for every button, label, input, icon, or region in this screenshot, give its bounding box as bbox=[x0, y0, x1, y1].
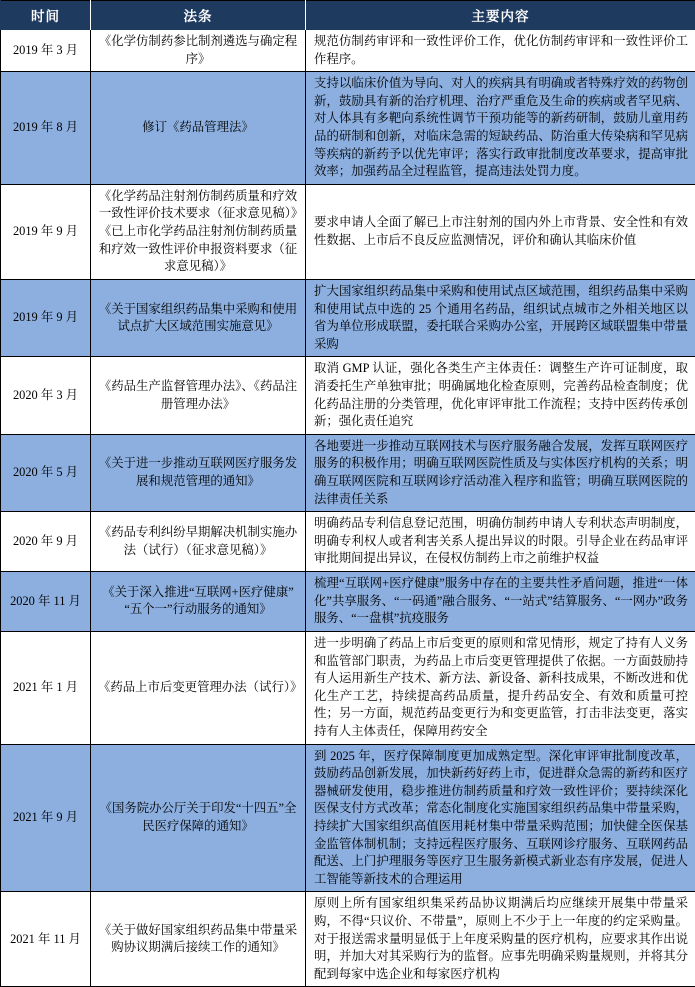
cell-time: 2019 年 9 月 bbox=[1, 184, 91, 279]
column-header-law: 法条 bbox=[91, 1, 306, 31]
table-row bbox=[1, 357, 695, 434]
cell-law: 《化学仿制药参比制剂遴选与确定程序》 bbox=[91, 30, 306, 72]
cell-time: 2019 年 8 月 bbox=[1, 72, 91, 185]
cell-detail: 要求申请人全面了解已上市注射剂的国内外上市背景、安全性和有效性数据、上市后不良反应监测情况，评价和确认其临床价值 bbox=[306, 184, 695, 279]
column-header-detail: 主要内容 bbox=[306, 1, 695, 31]
cell-detail: 取消 GMP 认证，强化各类生产主体责任：调整生产许可证制度，取消委托生产单独审批；明确属地化检查原则，完善药品检查制度；优化药品注册的分类管理，优化审评审批工作流程；支持中医药传承创新；强化责任追究 bbox=[306, 357, 695, 434]
table-row bbox=[1, 512, 695, 572]
table-row bbox=[1, 744, 695, 892]
cell-detail: 到 2025 年，医疗保障制度更加成熟定型。深化审评审批制度改革，鼓励药品创新发展，加快新药好药上市，促进群众急需的新药和医疗器械研发使用，稳步推进仿制药质量和疗效一致性评价；要持续深化医保支付方式改革；常态化制度化实施国家组织药品集中带量采购，持续扩大国家组织高值医用耗材集中带量采购范围；加快健全医保基金监管体制机制；支持远程医疗服务、互联网诊疗服务、互联网药品配送、上门护理服务等医疗卫生服务新模式新业态有序发展，促进人工智能等新技术的合理运用 bbox=[306, 744, 695, 892]
table-row bbox=[1, 892, 695, 987]
table-row bbox=[1, 572, 695, 632]
cell-law: 《药品生产监督管理办法》、《药品注册管理办法》 bbox=[91, 357, 306, 434]
cell-time: 2020 年 5 月 bbox=[1, 434, 91, 511]
cell-law: 《药品上市后变更管理办法（试行）》 bbox=[91, 631, 306, 744]
cell-detail: 支持以临床价值为导向、对人的疾病具有明确或者特殊疗效的药物创新，鼓励具有新的治疗机理、治疗严重危及生命的疾病或者罕见病、对人体具有多靶向系统性调节干预功能等的新药研制，鼓励儿童用药品的研制和创新，对临床急需的短缺药品、防治重大传染病和罕见病等疾病的新药予以优先审评；落实行政审批制度改革要求，提高审批效率；加强药品全过程监管，提高违法处罚力度。 bbox=[306, 72, 695, 185]
table-body bbox=[1, 30, 695, 987]
table-row bbox=[1, 279, 695, 356]
cell-law: 《国务院办公厅关于印发“十四五”全民医疗保障的通知》 bbox=[91, 744, 306, 892]
table-header-row bbox=[1, 1, 695, 31]
column-header-time: 时间 bbox=[1, 1, 91, 31]
cell-detail: 原则上所有国家组织集采药品协议期满后均应继续开展集中带量采购，不得“只议价、不带量”，原则上不少于上一年度的约定采购量。对于报送需求量明显低于上年度采购量的医疗机构，应要求其作出说明，并加大对其采购行为的监督。应事先明确采购量规则，并将其分配到每家中选企业和每家医疗机构 bbox=[306, 892, 695, 987]
table-row bbox=[1, 184, 695, 279]
cell-detail: 扩大国家组织药品集中采购和使用试点区域范围，组织药品集中采购和使用试点中选的 25 个通用名药品，组织试点城市之外相关地区以省为单位形成联盟，委托联合采购办公室，开展跨区域联盟集中带量采购 bbox=[306, 279, 695, 356]
table-row bbox=[1, 631, 695, 744]
cell-detail: 规范仿制药审评和一致性评价工作，优化仿制药审评和一致性评价工作程序。 bbox=[306, 30, 695, 72]
table-row bbox=[1, 30, 695, 72]
cell-time: 2020 年 3 月 bbox=[1, 357, 91, 434]
cell-detail: 梳理“互联网+医疗健康”服务中存在的主要共性矛盾问题，推进“一体化”共享服务、“一码通”融合服务、“一站式”结算服务、“一网办”政务服务、“一盘棋”抗疫服务 bbox=[306, 572, 695, 632]
cell-detail: 明确药品专利信息登记范围，明确仿制药申请人专利状态声明制度，明确专利权人或者利害关系人提出异议的时限。引导企业在药品审评审批期间提出异议，在侵权仿制药上市之前维护权益 bbox=[306, 512, 695, 572]
cell-detail: 各地要进一步推动互联网技术与医疗服务融合发展，发挥互联网医疗服务的积极作用；明确互联网医院性质及与实体医疗机构的关系；明确互联网医院和互联网诊疗活动准入程序和监管；明确互联网医院的法律责任关系 bbox=[306, 434, 695, 511]
cell-time: 2020 年 9 月 bbox=[1, 512, 91, 572]
cell-time: 2020 年 11 月 bbox=[1, 572, 91, 632]
cell-time: 2021 年 9 月 bbox=[1, 744, 91, 892]
cell-time: 2021 年 1 月 bbox=[1, 631, 91, 744]
table-row bbox=[1, 434, 695, 511]
cell-time: 2019 年 9 月 bbox=[1, 279, 91, 356]
cell-law: 《关于进一步推动互联网医疗服务发展和规范管理的通知》 bbox=[91, 434, 306, 511]
cell-detail: 进一步明确了药品上市后变更的原则和常见情形，规定了持有人义务和监管部门职责，为药品上市后变更管理提供了依据。一方面鼓励持有人运用新生产技术、新方法、新设备、新科技成果，不断改进和优化生产工艺，持续提高药品质量，提升药品安全、有效和质量可控性；另一方面，规范药品变更行为和变更监管，打击非法变更，落实持有人主体责任，保障用药安全 bbox=[306, 631, 695, 744]
cell-law: 《关于国家组织药品集中采购和使用试点扩大区域范围实施意见》 bbox=[91, 279, 306, 356]
cell-time: 2019 年 3 月 bbox=[1, 30, 91, 72]
cell-law: 《关于做好国家组织药品集中带量采购协议期满后接续工作的通知》 bbox=[91, 892, 306, 987]
table-row bbox=[1, 72, 695, 185]
cell-time: 2021 年 11 月 bbox=[1, 892, 91, 987]
cell-law: 《化学药品注射剂仿制药质量和疗效一致性评价技术要求（征求意见稿）》《已上市化学药品注射剂仿制药质量和疗效一致性评价申报资料要求（征求意见稿）》 bbox=[91, 184, 306, 279]
table-header bbox=[1, 1, 695, 31]
cell-law: 修订《药品管理法》 bbox=[91, 72, 306, 185]
cell-law: 《关于深入推进“互联网+医疗健康”“五个一”行动服务的通知》 bbox=[91, 572, 306, 632]
cell-law: 《药品专利纠纷早期解决机制实施办法（试行）（征求意见稿）》 bbox=[91, 512, 306, 572]
